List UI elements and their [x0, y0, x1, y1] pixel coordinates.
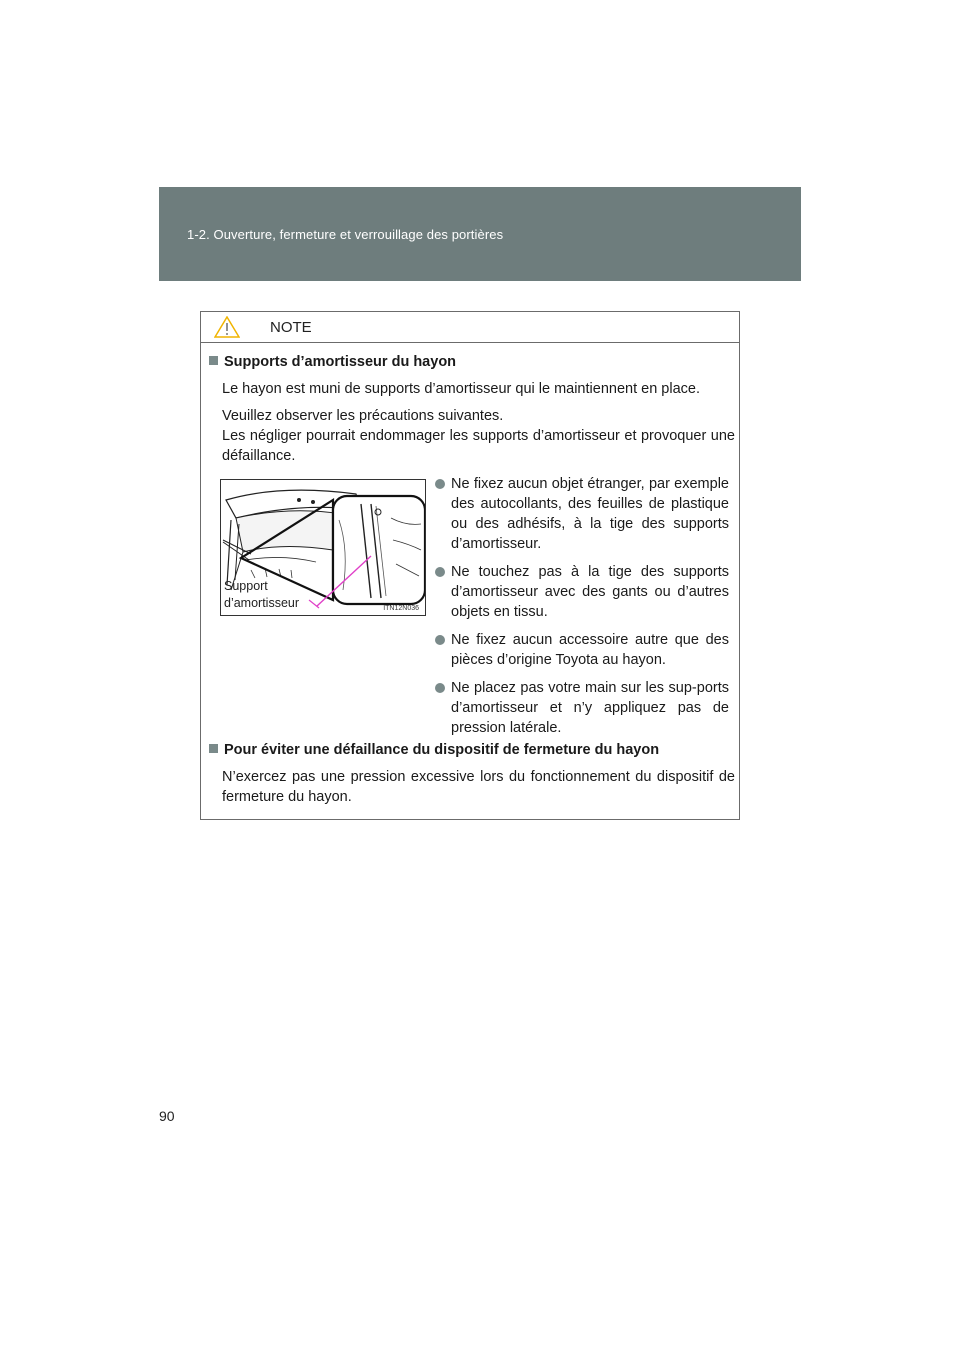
bullet-dot-icon	[435, 479, 445, 489]
paragraph: N’exercez pas une pression excessive lors du fonctionnement du dispositif de fermeture du hayon.	[222, 769, 735, 805]
list-item: Ne fixez aucun accessoire autre que des pièces d’origine Toyota au hayon.	[435, 630, 729, 670]
note-label: NOTE	[270, 319, 312, 336]
precaution-list	[435, 474, 729, 746]
square-bullet-icon	[209, 356, 218, 365]
paragraph: Le hayon est muni de supports d’amortisseur qui le maintiennent en place.	[222, 381, 700, 397]
bullet-dot-icon	[435, 635, 445, 645]
list-item: Ne touchez pas à la tige des supports d’amortisseur avec des gants ou d’autres objets en tissu.	[435, 562, 729, 622]
warning-icon	[214, 316, 240, 338]
figure-code: ITN12N036	[383, 605, 419, 612]
paragraph: Veuillez observer les précautions suivantes. Les négliger pourrait endommager les supports d’amortisseur et provoquer une défaillance.	[222, 408, 735, 464]
figure-caption: Support d’amortisseur	[224, 579, 300, 610]
section-title: 1-2. Ouverture, fermeture et verrouillage des portières	[187, 227, 504, 242]
note-box	[200, 311, 740, 820]
section-heading-damper: Supports d’amortisseur du hayon	[209, 354, 456, 370]
bullet-dot-icon	[435, 683, 445, 693]
bullet-dot-icon	[435, 567, 445, 577]
list-item: Ne fixez aucun objet étranger, par exemple des autocollants, des feuilles de plastique ou des adhésifs, à la tige des supports d’amortisseur.	[435, 474, 729, 554]
header-band	[159, 187, 801, 281]
square-bullet-icon	[209, 744, 218, 753]
note-header	[201, 312, 739, 343]
section-heading-closer: Pour éviter une défaillance du dispositif de fermeture du hayon	[209, 742, 659, 758]
tailgate-damper-figure	[220, 479, 426, 616]
page-number: 90	[159, 1108, 175, 1124]
list-item: Ne placez pas votre main sur les sup-ports d’amortisseur et n’y appliquez pas de pression latérale.	[435, 678, 729, 738]
